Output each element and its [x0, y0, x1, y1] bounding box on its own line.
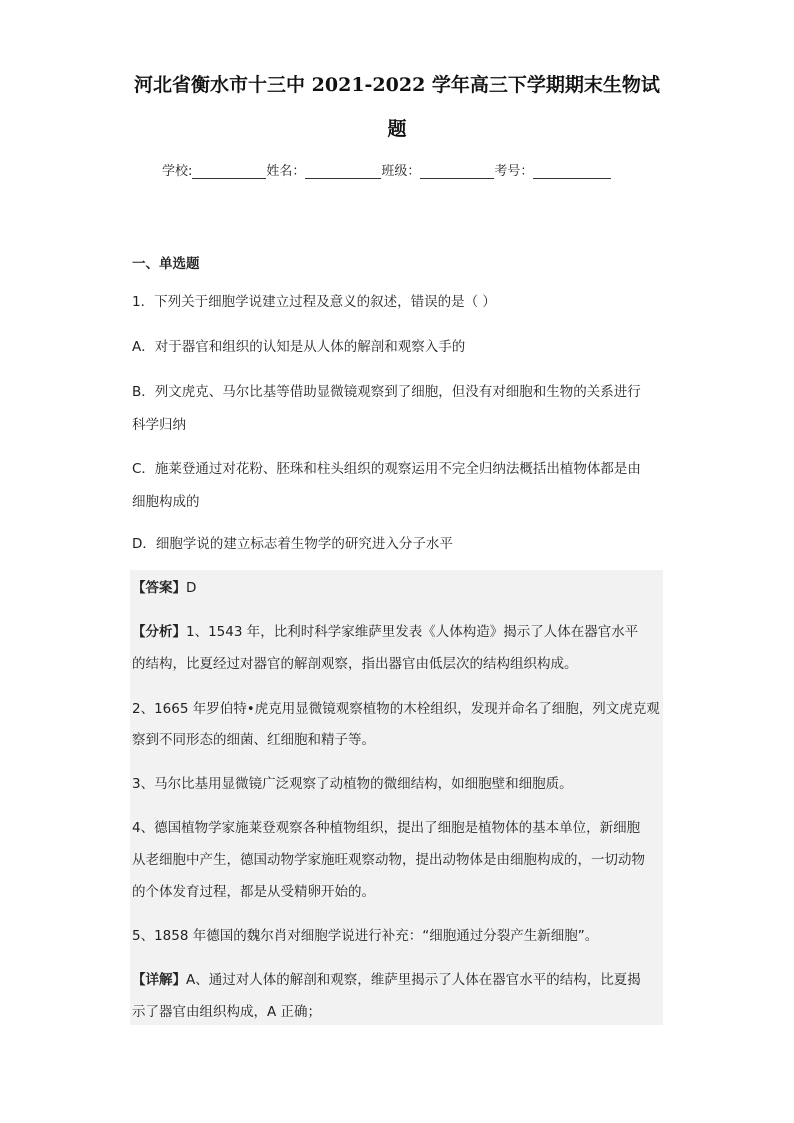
detail-line2: 示了器官由组织构成，A 正确； — [132, 1004, 322, 1020]
analysis-p3: 3、马尔比基用显微镜广泛观察了动植物的微细结构，如细胞壁和细胞质。 — [132, 776, 573, 792]
section-heading: 一、单选题 — [132, 256, 200, 272]
exam-no-blank — [533, 164, 611, 179]
school-blank — [192, 164, 266, 179]
option-c-line1: C．施莱登通过对花粉、胚珠和柱头组织的观察运用不完全归纳法概括出植物体都是由 — [132, 461, 641, 477]
class-blank — [420, 164, 494, 179]
option-b-line1: B．列文虎克、马尔比基等借助显微镜观察到了细胞，但没有对细胞和生物的关系进行 — [132, 384, 641, 400]
analysis-p2-line2: 察到不同形态的细菌、红细胞和精子等。 — [132, 732, 375, 748]
student-info-row — [162, 160, 611, 179]
answer-value: D — [186, 580, 197, 596]
analysis-p1-line1 — [132, 614, 664, 650]
option-b-line2: 科学归纳 — [132, 417, 186, 433]
option-d: D．细胞学说的建立标志着生物学的研究进入分子水平 — [132, 536, 453, 552]
name-blank — [305, 164, 381, 179]
option-a: A．对于器官和组织的认知是从人体的解剖和观察入手的 — [132, 339, 466, 355]
class-label: 班级： — [381, 164, 421, 179]
analysis-p1-line2: 的结构，比夏经过对器官的解剖观察，指出器官由低层次的结构组织构成。 — [132, 656, 578, 672]
document-title-line2: 题 — [387, 118, 407, 140]
analysis-p4-line1: 4、德国植物学家施莱登观察各种植物组织，提出了细胞是植物体的基本单位，新细胞 — [132, 820, 641, 836]
answer-label: 【答案】 — [132, 580, 186, 596]
document-title-line1: 河北省衡水市十三中 2021-2022 学年高三下学期期末生物试 — [134, 74, 660, 96]
exam-no-label: 考号： — [494, 164, 534, 179]
analysis-label: 【分析】 — [132, 624, 186, 640]
question-stem: 1．下列关于细胞学说建立过程及意义的叙述，错误的是（ ） — [132, 294, 496, 310]
detail-line1 — [132, 962, 664, 998]
detail-label: 【详解】 — [132, 972, 186, 988]
analysis-p4-line3: 的个体发育过程，都是从受精卵开始的。 — [132, 884, 375, 900]
analysis-p1-text: 1、1543 年，比利时科学家维萨里发表《人体构造》揭示了人体在器官水平 — [186, 624, 639, 640]
school-label: 学校: — [162, 164, 193, 179]
answer-line — [132, 570, 664, 606]
analysis-p4-line2: 从老细胞中产生，德国动物学家施旺观察动物，提出动物体是由细胞构成的，一切动物 — [132, 852, 645, 868]
option-c-line2: 细胞构成的 — [132, 494, 200, 510]
name-label: 姓名： — [266, 164, 306, 179]
detail-text: A、通过对人体的解剖和观察，维萨里揭示了人体在器官水平的结构，比夏揭 — [186, 972, 641, 988]
analysis-p5: 5、1858 年德国的魏尔肖对细胞学说进行补充：“细胞通过分裂产生新细胞”。 — [132, 928, 599, 944]
analysis-p2-line1: 2、1665 年罗伯特•虎克用显微镜观察植物的木栓组织，发现并命名了细胞，列文虎克观 — [132, 701, 660, 717]
